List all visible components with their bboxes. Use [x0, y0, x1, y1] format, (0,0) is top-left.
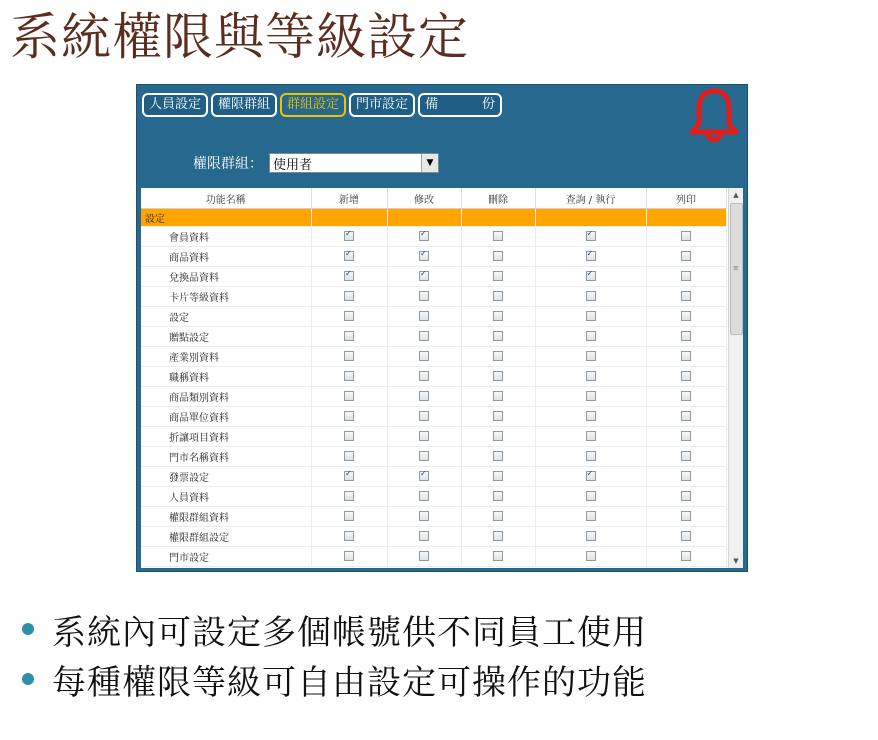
permission-checkbox[interactable]	[586, 451, 596, 461]
permission-grid	[141, 188, 743, 568]
permission-checkbox[interactable]	[344, 251, 354, 261]
permission-cell	[311, 347, 387, 367]
permission-checkbox[interactable]	[681, 231, 691, 241]
permission-checkbox[interactable]	[344, 371, 354, 381]
table-row	[141, 427, 726, 447]
function-name: 門市設定	[141, 547, 311, 567]
tab-store-settings[interactable]: 門市設定	[349, 93, 415, 117]
permission-cell	[387, 287, 461, 307]
function-name: 設定	[141, 307, 311, 327]
permission-checkbox[interactable]	[493, 331, 503, 341]
permission-checkbox[interactable]	[681, 331, 691, 341]
permission-cell	[461, 527, 535, 547]
permission-checkbox[interactable]	[586, 371, 596, 381]
permission-checkbox[interactable]	[344, 291, 354, 301]
column-header: 修改	[387, 188, 461, 209]
column-header: 刪除	[461, 188, 535, 209]
permission-checkbox[interactable]	[586, 351, 596, 361]
table-row	[141, 487, 726, 507]
permission-cell	[387, 447, 461, 467]
permission-cell	[646, 447, 726, 467]
permission-cell	[387, 387, 461, 407]
permission-cell	[311, 387, 387, 407]
section-cell	[461, 209, 535, 227]
column-header: 查詢 / 執行	[535, 188, 646, 209]
table-row	[141, 527, 726, 547]
bullet-dot-icon	[22, 673, 34, 685]
group-filter	[193, 153, 439, 173]
permission-cell	[461, 247, 535, 267]
function-name: 商品類別資料	[141, 387, 311, 407]
permission-cell	[461, 327, 535, 347]
group-select[interactable]	[269, 153, 439, 173]
group-filter-label: 權限群組：	[193, 156, 263, 172]
permission-checkbox[interactable]	[493, 411, 503, 421]
permission-cell	[461, 227, 535, 247]
permission-cell	[646, 347, 726, 367]
permission-checkbox[interactable]	[493, 451, 503, 461]
permission-checkbox[interactable]	[344, 231, 354, 241]
permission-cell	[387, 487, 461, 507]
section-cell	[535, 209, 646, 227]
permission-cell	[461, 307, 535, 327]
permission-checkbox[interactable]	[419, 251, 429, 261]
tab-permission-groups[interactable]: 權限群組	[211, 93, 277, 117]
function-name: 權限群組資料	[141, 507, 311, 527]
table-row	[141, 447, 726, 467]
permission-checkbox[interactable]	[419, 331, 429, 341]
permission-cell	[535, 247, 646, 267]
permission-checkbox[interactable]	[419, 431, 429, 441]
table-row	[141, 507, 726, 527]
permission-cell	[311, 367, 387, 387]
permission-cell	[387, 227, 461, 247]
permission-checkbox[interactable]	[344, 531, 354, 541]
function-name: 權限群組設定	[141, 527, 311, 547]
permission-cell	[535, 467, 646, 487]
permission-cell	[387, 247, 461, 267]
permission-cell	[311, 267, 387, 287]
permission-cell	[646, 307, 726, 327]
permission-checkbox[interactable]	[344, 551, 354, 561]
permission-cell	[311, 447, 387, 467]
permission-checkbox[interactable]	[419, 491, 429, 501]
permission-cell	[461, 447, 535, 467]
permission-checkbox[interactable]	[681, 351, 691, 361]
permission-checkbox[interactable]	[681, 491, 691, 501]
permission-checkbox[interactable]	[681, 391, 691, 401]
permission-checkbox[interactable]	[344, 511, 354, 521]
permission-cell	[646, 387, 726, 407]
permission-cell	[535, 267, 646, 287]
table-row	[141, 227, 726, 247]
permission-cell	[646, 367, 726, 387]
scroll-up-icon[interactable]: ▲	[733, 191, 739, 199]
table-row	[141, 327, 726, 347]
permission-cell	[387, 507, 461, 527]
permission-cell	[461, 347, 535, 367]
permission-checkbox[interactable]	[681, 251, 691, 261]
function-name: 人員資料	[141, 487, 311, 507]
bullet-list	[22, 604, 647, 704]
permission-cell	[311, 407, 387, 427]
permission-checkbox[interactable]	[344, 311, 354, 321]
permission-checkbox[interactable]	[493, 431, 503, 441]
permission-cell	[387, 527, 461, 547]
permission-checkbox[interactable]	[681, 471, 691, 481]
tab-group-settings[interactable]: 群組設定	[280, 93, 346, 117]
permission-cell	[387, 367, 461, 387]
permission-checkbox[interactable]	[419, 411, 429, 421]
function-name: 折讓項目資料	[141, 427, 311, 447]
section-cell	[646, 209, 726, 227]
permission-cell	[646, 547, 726, 567]
permission-cell	[461, 487, 535, 507]
vertical-scrollbar[interactable]	[728, 188, 743, 568]
grid-header-row	[141, 188, 726, 209]
function-name: 會員資料	[141, 227, 311, 247]
section-row	[141, 209, 726, 227]
bullet-dot-icon	[22, 623, 34, 635]
permission-checkbox[interactable]	[493, 551, 503, 561]
permission-checkbox[interactable]	[419, 511, 429, 521]
permission-checkbox[interactable]	[681, 451, 691, 461]
grip-icon: ≡	[733, 264, 739, 272]
permission-checkbox[interactable]	[586, 311, 596, 321]
permission-checkbox[interactable]	[344, 451, 354, 461]
permission-checkbox[interactable]	[681, 271, 691, 281]
permission-cell	[535, 527, 646, 547]
permission-checkbox[interactable]	[586, 331, 596, 341]
permission-cell	[646, 527, 726, 547]
permission-checkbox[interactable]	[344, 271, 354, 281]
permission-cell	[461, 427, 535, 447]
permission-cell	[311, 327, 387, 347]
section-cell	[387, 209, 461, 227]
column-header: 新增	[311, 188, 387, 209]
permission-checkbox[interactable]	[586, 271, 596, 281]
permission-cell	[646, 327, 726, 347]
permission-checkbox[interactable]	[419, 391, 429, 401]
permission-checkbox[interactable]	[586, 491, 596, 501]
permission-checkbox[interactable]	[493, 471, 503, 481]
permission-checkbox[interactable]	[344, 331, 354, 341]
permission-cell	[535, 367, 646, 387]
permission-cell	[535, 307, 646, 327]
permission-checkbox[interactable]	[586, 431, 596, 441]
permission-cell	[646, 407, 726, 427]
permission-cell	[387, 467, 461, 487]
table-row	[141, 387, 726, 407]
table-row	[141, 307, 726, 327]
permission-checkbox[interactable]	[681, 531, 691, 541]
permission-checkbox[interactable]	[681, 551, 691, 561]
permission-checkbox[interactable]	[419, 451, 429, 461]
permission-checkbox[interactable]	[586, 251, 596, 261]
tab-staff-settings[interactable]: 人員設定	[142, 93, 208, 117]
permission-cell	[461, 507, 535, 527]
permission-checkbox[interactable]	[344, 491, 354, 501]
permission-cell	[311, 307, 387, 327]
permission-checkbox[interactable]	[344, 431, 354, 441]
permission-checkbox[interactable]	[586, 231, 596, 241]
permission-cell	[535, 507, 646, 527]
permission-cell	[461, 387, 535, 407]
function-name: 兌換品資料	[141, 267, 311, 287]
permission-cell	[646, 427, 726, 447]
permission-checkbox[interactable]	[344, 351, 354, 361]
permission-checkbox[interactable]	[586, 391, 596, 401]
permission-cell	[387, 547, 461, 567]
permission-cell	[646, 287, 726, 307]
table-row	[141, 287, 726, 307]
permission-checkbox[interactable]	[493, 371, 503, 381]
scroll-thumb[interactable]	[730, 203, 743, 335]
bullet-item	[22, 654, 647, 704]
function-name: 商品單位資料	[141, 407, 311, 427]
permission-checkbox[interactable]	[681, 371, 691, 381]
permission-checkbox[interactable]	[344, 391, 354, 401]
permission-checkbox[interactable]	[344, 411, 354, 421]
permission-cell	[646, 487, 726, 507]
function-name: 職稱資料	[141, 367, 311, 387]
permission-cell	[535, 327, 646, 347]
permission-cell	[646, 227, 726, 247]
permission-cell	[311, 507, 387, 527]
table-row	[141, 367, 726, 387]
permission-checkbox[interactable]	[419, 371, 429, 381]
permission-cell	[311, 287, 387, 307]
permission-cell	[535, 227, 646, 247]
permission-checkbox[interactable]	[493, 531, 503, 541]
permission-checkbox[interactable]	[493, 251, 503, 261]
permission-checkbox[interactable]	[493, 491, 503, 501]
permission-cell	[535, 547, 646, 567]
function-name: 贈點設定	[141, 327, 311, 347]
permission-cell	[646, 247, 726, 267]
permission-checkbox[interactable]	[419, 311, 429, 321]
table-row	[141, 347, 726, 367]
function-name: 卡片等級資料	[141, 287, 311, 307]
permission-checkbox[interactable]	[493, 511, 503, 521]
permission-cell	[461, 467, 535, 487]
permission-checkbox[interactable]	[493, 391, 503, 401]
scroll-down-icon[interactable]: ▼	[733, 557, 739, 565]
permission-cell	[535, 427, 646, 447]
permission-checkbox[interactable]	[493, 311, 503, 321]
permission-cell	[311, 487, 387, 507]
bullet-text: 每種權限等級可自由設定可操作的功能	[52, 662, 647, 703]
permission-cell	[461, 287, 535, 307]
permission-cell	[311, 527, 387, 547]
permission-cell	[387, 267, 461, 287]
permission-checkbox[interactable]	[586, 551, 596, 561]
permission-cell	[646, 267, 726, 287]
slide-title: 系統權限與等級設定	[10, 8, 469, 66]
permission-cell	[461, 407, 535, 427]
permission-checkbox[interactable]	[586, 531, 596, 541]
permission-cell	[535, 287, 646, 307]
permission-checkbox[interactable]	[586, 471, 596, 481]
permission-cell	[535, 407, 646, 427]
table-row	[141, 247, 726, 267]
permission-checkbox[interactable]	[419, 271, 429, 281]
permission-checkbox[interactable]	[419, 531, 429, 541]
table-row	[141, 267, 726, 287]
tab-bar	[142, 93, 502, 117]
tab-backup[interactable]	[418, 93, 502, 117]
permission-cell	[535, 387, 646, 407]
permission-checkbox[interactable]	[493, 291, 503, 301]
function-name: 產業別資料	[141, 347, 311, 367]
permission-window	[136, 84, 748, 572]
permission-cell	[387, 327, 461, 347]
permission-checkbox[interactable]	[681, 411, 691, 421]
permission-cell	[311, 247, 387, 267]
permission-checkbox[interactable]	[681, 291, 691, 301]
function-name: 發票設定	[141, 467, 311, 487]
function-name: 商品資料	[141, 247, 311, 267]
bullet-text: 系統內可設定多個帳號供不同員工使用	[52, 612, 647, 653]
table-row	[141, 467, 726, 487]
permission-checkbox[interactable]	[586, 511, 596, 521]
permission-cell	[461, 547, 535, 567]
permission-checkbox[interactable]	[493, 351, 503, 361]
permission-checkbox[interactable]	[419, 351, 429, 361]
permission-cell	[387, 427, 461, 447]
permission-checkbox[interactable]	[419, 471, 429, 481]
permission-checkbox[interactable]	[493, 271, 503, 281]
permission-cell	[311, 427, 387, 447]
permission-cell	[461, 267, 535, 287]
permission-cell	[387, 347, 461, 367]
bell-icon[interactable]	[689, 87, 739, 145]
permission-checkbox[interactable]	[681, 431, 691, 441]
tab-backup-label-left: 備	[425, 97, 439, 112]
permission-cell	[311, 467, 387, 487]
permission-cell	[311, 227, 387, 247]
column-header: 功能名稱	[141, 188, 311, 209]
permission-cell	[646, 467, 726, 487]
permission-checkbox[interactable]	[419, 231, 429, 241]
permission-checkbox[interactable]	[419, 291, 429, 301]
permission-cell	[535, 487, 646, 507]
permission-cell	[646, 507, 726, 527]
permission-checkbox[interactable]	[344, 471, 354, 481]
permission-checkbox[interactable]	[493, 231, 503, 241]
permission-cell	[461, 367, 535, 387]
table-row	[141, 547, 726, 567]
permission-checkbox[interactable]	[681, 511, 691, 521]
permission-cell	[535, 347, 646, 367]
permission-checkbox[interactable]	[681, 311, 691, 321]
permission-checkbox[interactable]	[586, 291, 596, 301]
permission-cell	[535, 447, 646, 467]
permission-cell	[387, 407, 461, 427]
permission-cell	[387, 307, 461, 327]
section-cell	[311, 209, 387, 227]
permission-cell	[311, 547, 387, 567]
tab-backup-label-right: 份	[482, 97, 496, 112]
function-name: 門市名稱資料	[141, 447, 311, 467]
table-row	[141, 407, 726, 427]
column-header: 列印	[646, 188, 726, 209]
permission-checkbox[interactable]	[419, 551, 429, 561]
chevron-down-icon[interactable]: ▼	[421, 154, 438, 172]
section-label: 設定	[141, 209, 311, 227]
bullet-item	[22, 604, 647, 654]
group-select-value: 使用者	[273, 157, 313, 173]
permission-checkbox[interactable]	[586, 411, 596, 421]
